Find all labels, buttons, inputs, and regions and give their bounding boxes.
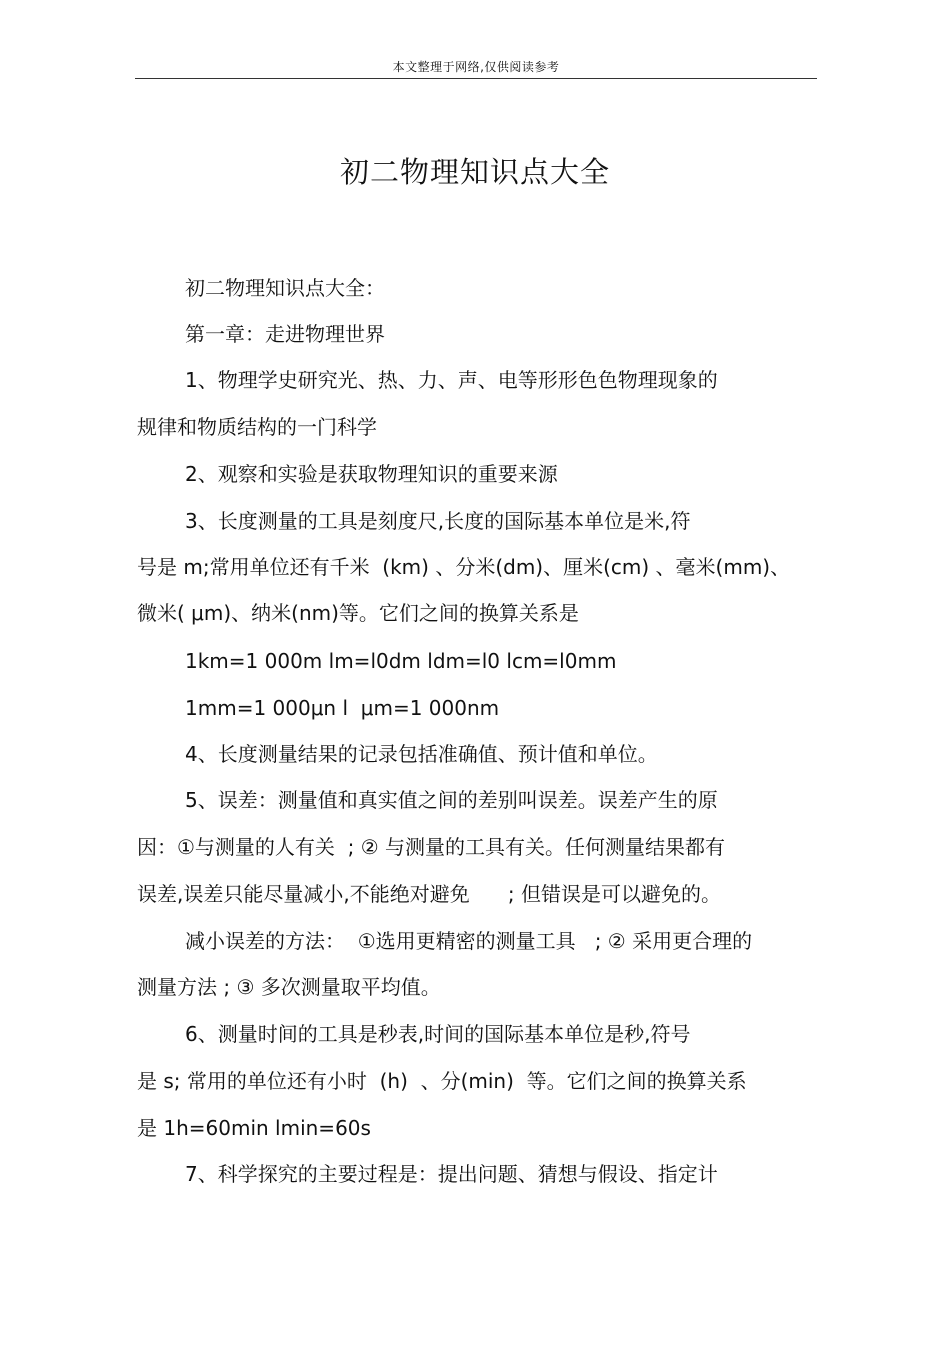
formula-line: 1km=1 000m lm=l0dm ldm=l0 lcm=l0mm xyxy=(185,649,617,673)
paragraph-line: 号是 m;常用单位还有千米 (km) 、分米(dm)、厘米(cm) 、毫米(mm)、 xyxy=(137,555,791,579)
paragraph-line: 7、科学探究的主要过程是：提出问题、猜想与假设、指定计 xyxy=(185,1162,718,1186)
paragraph-line: 5、误差：测量值和真实值之间的差别叫误差。误差产生的原 xyxy=(185,788,718,812)
paragraph-line: 规律和物质结构的一门科学 xyxy=(137,415,377,439)
paragraph-line: 因：①与测量的人有关 ; ② 与测量的工具有关。任何测量结果都有 xyxy=(137,835,726,859)
paragraph-line: 1、物理学史研究光、热、力、声、电等形形色色物理现象的 xyxy=(185,368,718,392)
paragraph-line: 是 1h=60min lmin=60s xyxy=(137,1116,371,1140)
paragraph-line: 测量方法 ; ③ 多次测量取平均值。 xyxy=(137,975,441,999)
paragraph-line: 误差,误差只能尽量减小,不能绝对避免 ; 但错误是可以避免的。 xyxy=(137,882,721,906)
paragraph-line: 是 s; 常用的单位还有小时 (h) 、分(min) 等。它们之间的换算关系 xyxy=(137,1069,747,1093)
paragraph-line: 3、长度测量的工具是刻度尺,长度的国际基本单位是米,符 xyxy=(185,509,691,533)
formula-line: 1mm=1 000μn l μm=1 000nm xyxy=(185,696,500,720)
paragraph-line: 6、测量时间的工具是秒表,时间的国际基本单位是秒,符号 xyxy=(185,1022,691,1046)
paragraph-line: 2、观察和实验是获取物理知识的重要来源 xyxy=(185,462,558,486)
header-divider xyxy=(135,78,817,79)
paragraph-line: 第一章：走进物理世界 xyxy=(185,322,385,346)
document-title: 初二物理知识点大全 xyxy=(339,155,610,189)
paragraph-line: 初二物理知识点大全： xyxy=(185,276,385,300)
paragraph-line: 微米( μm)、纳米(nm)等。它们之间的换算关系是 xyxy=(137,601,579,625)
page-header: 本文整理于网络,仅供阅读参考 xyxy=(392,60,560,74)
paragraph-line: 减小误差的方法： ①选用更精密的测量工具 ; ② 采用更合理的 xyxy=(185,929,753,953)
paragraph-line: 4、长度测量结果的记录包括准确值、预计值和单位。 xyxy=(185,742,658,766)
